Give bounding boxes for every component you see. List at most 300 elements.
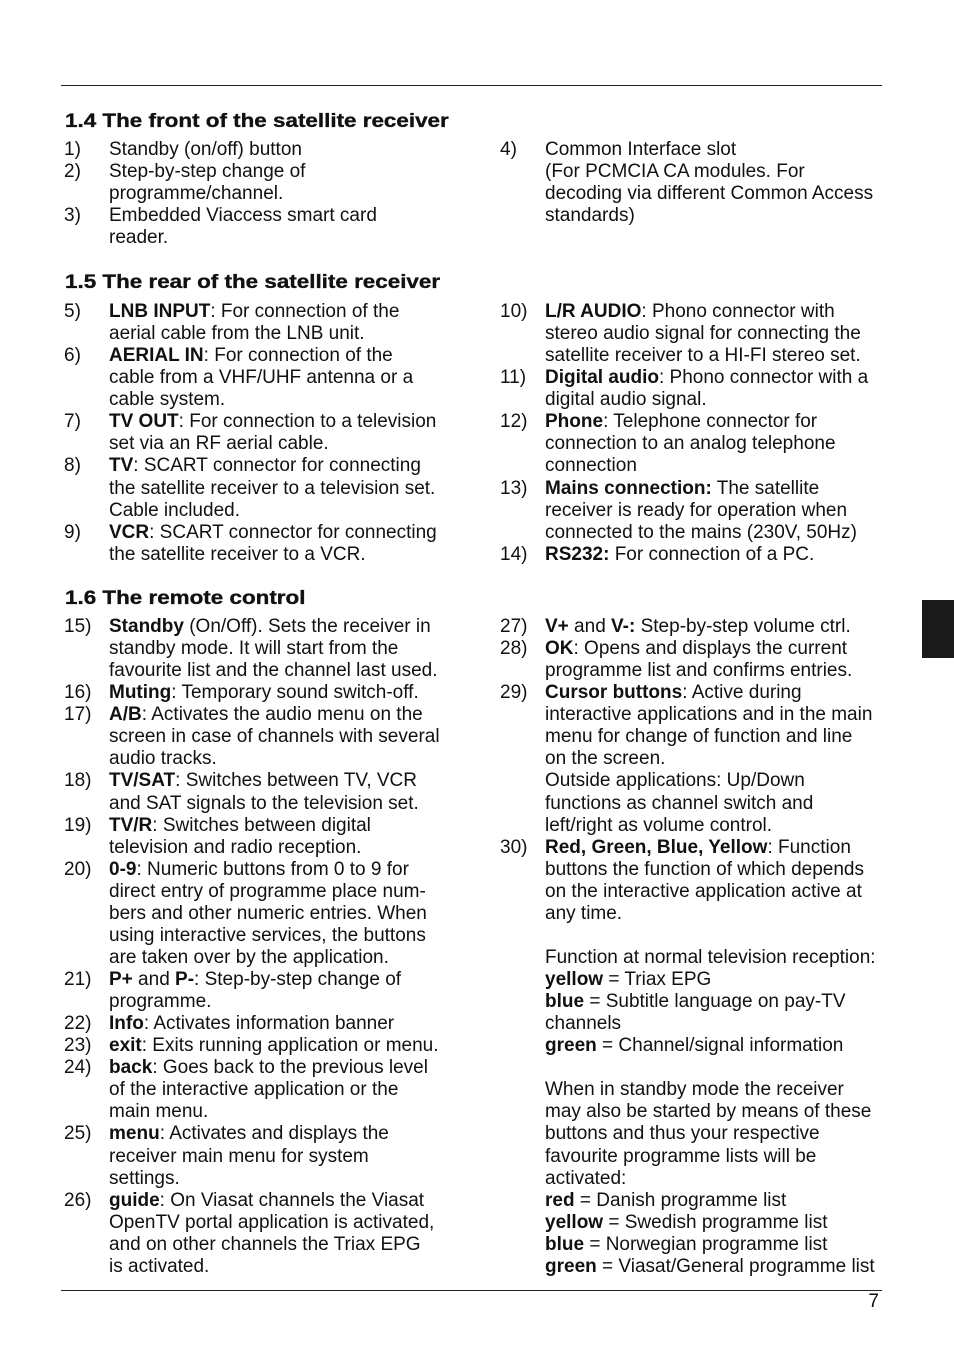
text-run: : Activates and displays the: [159, 1123, 389, 1145]
item-line: [109, 367, 464, 389]
item-number: 5): [64, 301, 81, 322]
text-run: using interactive services, the buttons: [109, 924, 426, 946]
item-text: [545, 478, 900, 544]
list-item: [500, 411, 900, 477]
bold-term: green: [545, 1035, 597, 1057]
item-text: [109, 682, 464, 704]
bold-term: V-:: [611, 616, 636, 637]
text-run: : For connection of the: [203, 345, 393, 367]
item-line: [109, 859, 464, 881]
item-line: [109, 1013, 464, 1035]
item-line: [109, 323, 464, 345]
item-number: 17): [64, 704, 92, 726]
item-line: [545, 345, 900, 367]
item-number: 19): [64, 814, 92, 836]
item-line: [109, 1234, 464, 1256]
item-number: 27): [500, 616, 528, 637]
item-number: 18): [64, 770, 92, 792]
bold-term: guide: [109, 1189, 160, 1211]
text-run: : Numeric buttons from 0 to 9 for: [136, 858, 409, 880]
text-run: settings.: [109, 1167, 180, 1189]
item-text: [109, 616, 464, 682]
text-run: digital audio signal.: [545, 389, 707, 411]
text-run: favourite programme lists will be: [545, 1145, 817, 1167]
item-line: [545, 793, 900, 815]
text-run: the satellite receiver to a VCR.: [109, 543, 366, 565]
list-item: [500, 139, 900, 227]
text-run: stereo audio signal for connecting the: [545, 323, 861, 345]
list-item: [64, 1123, 464, 1189]
item-text: [545, 616, 900, 638]
item-line: [545, 1256, 900, 1278]
item-line: [545, 161, 900, 183]
item-line: [545, 616, 900, 638]
text-run: standby mode. It will start from the: [109, 638, 399, 660]
item-line: [545, 389, 900, 411]
text-run: Cable included.: [109, 499, 240, 521]
item-line: [109, 991, 464, 1013]
text-run: : SCART connector for connecting: [133, 455, 421, 477]
item-text: [545, 638, 900, 682]
text-run: may also be started by means of these: [545, 1101, 872, 1123]
item-list-right: [500, 139, 900, 227]
chapter-tab-marker: [922, 600, 954, 658]
text-run: OpenTV portal application is activated,: [109, 1211, 435, 1233]
item-line: [545, 455, 900, 477]
item-line: [109, 1256, 464, 1278]
bold-term: 0-9: [109, 858, 137, 880]
text-run: : Function: [767, 836, 851, 858]
text-run: buttons the function of which depends: [545, 858, 865, 880]
item-text: [109, 1057, 464, 1123]
bold-term: P+: [109, 969, 133, 990]
item-number: 24): [64, 1057, 92, 1079]
bold-term: OK: [545, 638, 574, 660]
bold-term: red: [545, 1189, 575, 1211]
item-number: 28): [500, 638, 528, 660]
bold-term: Phone: [545, 411, 604, 433]
text-run: Standby (on/off) button: [109, 139, 302, 160]
list-item: [500, 682, 900, 836]
item-line: [545, 903, 900, 925]
text-run: cable from a VHF/UHF antenna or a: [109, 367, 414, 389]
item-text: [109, 770, 464, 814]
text-run: When in standby mode the receiver: [545, 1079, 844, 1101]
text-run: the satellite receiver to a television set.: [109, 477, 436, 499]
blank-line: [545, 925, 900, 947]
bold-term: back: [109, 1057, 153, 1079]
bold-term: V+: [545, 616, 569, 637]
section-heading: 1.5 The rear of the satellite receiver: [65, 272, 441, 293]
item-line: [545, 323, 900, 345]
item-text: [109, 301, 464, 345]
text-run: satellite receiver to a HI-FI stereo set.: [545, 345, 861, 367]
text-run: : Goes back to the previous level: [152, 1057, 428, 1079]
item-line: [545, 815, 900, 837]
bold-term: exit: [109, 1035, 142, 1057]
item-text: [109, 161, 464, 205]
list-item: [64, 616, 464, 682]
item-line: [109, 660, 464, 682]
list-item: [64, 205, 464, 249]
item-line: [545, 500, 900, 522]
text-run: : Active during: [682, 682, 802, 704]
text-run: on the interactive application active at: [545, 880, 862, 902]
item-line: [109, 1101, 464, 1123]
item-text: [545, 367, 900, 411]
bold-term: TV/R: [109, 814, 153, 836]
text-run: : Phono connector with a: [659, 367, 869, 389]
item-number: 15): [64, 616, 92, 637]
item-text: [109, 1190, 464, 1278]
item-line: [109, 616, 464, 638]
list-item: [64, 345, 464, 411]
text-run: left/right as volume control.: [545, 814, 773, 836]
item-line: [545, 1146, 900, 1168]
item-number: 13): [500, 477, 528, 499]
list-item: [500, 616, 900, 638]
item-line: [109, 1035, 464, 1057]
list-item: [64, 1013, 464, 1035]
bold-term: Standby: [109, 616, 184, 637]
item-line: [109, 433, 464, 455]
item-text: [109, 345, 464, 411]
item-line: [545, 859, 900, 881]
item-number: 9): [64, 521, 81, 543]
item-line: [109, 704, 464, 726]
text-run: (For PCMCIA CA modules. For: [545, 161, 805, 183]
bold-term: LNB INPUT: [109, 301, 211, 322]
item-line: [109, 227, 464, 249]
item-line: [545, 544, 900, 566]
item-number: 8): [64, 455, 81, 477]
item-number: 16): [64, 682, 92, 704]
text-run: of the interactive application or the: [109, 1079, 399, 1101]
text-run: reader.: [109, 227, 169, 249]
text-run: and SAT signals to the television set.: [109, 792, 419, 814]
text-run: is activated.: [109, 1255, 210, 1277]
bold-term: P-: [175, 969, 195, 990]
item-number: 12): [500, 411, 528, 433]
item-line: [545, 726, 900, 748]
text-run: = Subtitle language on pay-TV: [584, 991, 846, 1013]
text-run: : Switches between TV, VCR: [175, 770, 417, 792]
text-run: The satellite: [711, 477, 820, 499]
text-run: Embedded Viaccess smart card: [109, 205, 377, 227]
text-run: : For connection to a television: [178, 411, 437, 433]
list-item: [64, 704, 464, 770]
bold-term: AERIAL IN: [109, 345, 204, 367]
text-run: : On Viasat channels the Viasat: [159, 1189, 425, 1211]
text-run: channels: [545, 1013, 622, 1035]
item-line: [545, 682, 900, 704]
text-run: = Swedish programme list: [603, 1211, 828, 1233]
text-run: = Triax EPG: [603, 969, 712, 990]
item-number: 11): [500, 367, 527, 389]
item-line: [109, 682, 464, 704]
item-line: [109, 544, 464, 566]
text-run: : Opens and displays the current: [573, 638, 848, 660]
bold-term: Muting: [109, 682, 172, 704]
text-run: : Step-by-step change of: [194, 969, 402, 990]
item-text: [109, 1123, 464, 1189]
text-run: programme.: [109, 991, 212, 1013]
list-item: [64, 411, 464, 455]
item-line: [109, 925, 464, 947]
text-run: = Danish programme list: [574, 1189, 787, 1211]
text-run: : Telephone connector for: [603, 411, 818, 433]
item-text: [109, 704, 464, 770]
item-number: 26): [64, 1189, 92, 1211]
item-number: 25): [64, 1123, 92, 1145]
item-line: [109, 1123, 464, 1145]
list-item: [64, 815, 464, 859]
item-list-right: [500, 616, 900, 1278]
text-run: set via an RF aerial cable.: [109, 433, 329, 455]
item-number: 10): [500, 301, 528, 322]
list-item: [64, 1190, 464, 1278]
text-run: Step-by-step volume ctrl.: [635, 616, 851, 637]
bold-term: VCR: [109, 521, 150, 543]
text-run: : For connection of the: [210, 301, 400, 322]
text-run: : Activates the audio menu on the: [141, 704, 423, 726]
item-line: [545, 1101, 900, 1123]
item-text: [109, 969, 464, 1013]
bold-term: Red, Green, Blue, Yellow: [545, 836, 768, 858]
item-text: [109, 455, 464, 521]
item-line: [545, 881, 900, 903]
text-run: receiver main menu for system: [109, 1145, 369, 1167]
item-number: 30): [500, 836, 528, 858]
text-run: : Phono connector with: [641, 301, 835, 322]
bold-term: yellow: [545, 1211, 604, 1233]
bold-term: TV OUT: [109, 411, 179, 433]
item-line: [109, 500, 464, 522]
item-text: [545, 544, 900, 566]
text-run: = Viasat/General programme list: [596, 1255, 875, 1277]
item-text: [109, 1013, 464, 1035]
page-number: 7: [868, 1291, 879, 1312]
text-run: aerial cable from the LNB unit.: [109, 323, 365, 345]
item-line: [109, 139, 464, 161]
item-number: 14): [500, 543, 528, 565]
item-line: [109, 903, 464, 925]
item-text: [109, 859, 464, 969]
item-line: [545, 991, 900, 1013]
item-line: [109, 205, 464, 227]
item-list-left: [64, 616, 464, 1278]
item-number: 21): [64, 969, 92, 990]
top-divider: [61, 85, 882, 86]
item-text: [545, 682, 900, 836]
item-text: [109, 815, 464, 859]
list-item: [64, 859, 464, 969]
text-run: cable system.: [109, 389, 226, 411]
list-item: [64, 1057, 464, 1123]
item-text: [545, 837, 900, 1278]
text-run: connection to an analog telephone: [545, 433, 836, 455]
text-run: (On/Off). Sets the receiver in: [183, 616, 431, 637]
text-run: connected to the mains (230V, 50Hz): [545, 521, 857, 543]
item-line: [545, 433, 900, 455]
item-line: [109, 837, 464, 859]
list-item: [500, 544, 900, 566]
list-item: [500, 478, 900, 544]
list-item: [64, 455, 464, 521]
item-line: [109, 726, 464, 748]
item-number: 20): [64, 858, 92, 880]
list-item: [64, 770, 464, 814]
item-line: [109, 183, 464, 205]
item-line: [109, 1168, 464, 1190]
bold-term: TV: [109, 455, 134, 477]
text-run: connection: [545, 455, 637, 477]
item-line: [545, 837, 900, 859]
item-line: [545, 969, 900, 991]
item-line: [109, 455, 464, 477]
item-number: 23): [64, 1035, 92, 1057]
item-number: 22): [64, 1013, 92, 1035]
list-item: [500, 837, 900, 1278]
item-line: [545, 1212, 900, 1234]
text-run: activated:: [545, 1167, 627, 1189]
list-item: [64, 1035, 464, 1057]
item-line: [109, 522, 464, 544]
bold-term: L/R AUDIO: [545, 301, 642, 322]
item-line: [109, 748, 464, 770]
text-run: menu for change of function and line: [545, 726, 853, 748]
list-item: [64, 969, 464, 1013]
item-line: [545, 522, 900, 544]
item-line: [109, 1146, 464, 1168]
text-run: and: [568, 616, 612, 637]
item-line: [545, 411, 900, 433]
list-item: [500, 367, 900, 411]
item-line: [545, 367, 900, 389]
item-line: [545, 1035, 900, 1057]
text-run: programme list and confirms entries.: [545, 660, 853, 682]
item-list-right: [500, 301, 900, 566]
bold-term: A/B: [109, 704, 142, 726]
item-list-left: [64, 139, 464, 249]
text-run: standards): [545, 205, 635, 227]
item-line: [109, 793, 464, 815]
text-run: For connection of a PC.: [609, 543, 815, 565]
item-line: [545, 1168, 900, 1190]
bold-term: RS232:: [545, 543, 610, 565]
item-number: 3): [64, 205, 81, 227]
item-line: [109, 161, 464, 183]
item-text: [545, 301, 900, 367]
item-line: [545, 1234, 900, 1256]
text-run: Step-by-step change of: [109, 161, 306, 183]
text-run: Outside applications: Up/Down: [545, 770, 805, 792]
item-line: [109, 947, 464, 969]
item-line: [109, 1079, 464, 1101]
text-run: direct entry of programme place num-: [109, 880, 426, 902]
bold-term: blue: [545, 991, 585, 1013]
item-number: 29): [500, 682, 528, 704]
item-line: [545, 1013, 900, 1035]
bold-term: TV/SAT: [109, 770, 176, 792]
text-run: and: [132, 969, 176, 990]
list-item: [64, 161, 464, 205]
item-line: [109, 389, 464, 411]
text-run: on the screen.: [545, 748, 666, 770]
bold-term: Mains connection:: [545, 477, 712, 499]
bold-term: green: [545, 1255, 597, 1277]
text-run: = Channel/signal information: [596, 1035, 844, 1057]
item-list-left: [64, 301, 464, 566]
text-run: decoding via different Common Access: [545, 183, 874, 205]
item-line: [109, 815, 464, 837]
bold-term: Digital audio: [545, 367, 659, 389]
text-run: : Exits running application or menu.: [141, 1035, 439, 1057]
text-run: buttons and thus your respective: [545, 1123, 820, 1145]
item-line: [545, 1190, 900, 1212]
text-run: any time.: [545, 902, 623, 924]
list-item: [500, 301, 900, 367]
list-item: [64, 139, 464, 161]
item-line: [109, 301, 464, 323]
item-text: [109, 411, 464, 455]
text-run: Common Interface slot: [545, 139, 737, 160]
item-line: [109, 478, 464, 500]
text-run: : Temporary sound switch-off.: [171, 682, 419, 704]
text-run: television and radio reception.: [109, 836, 362, 858]
item-line: [545, 478, 900, 500]
item-line: [545, 748, 900, 770]
list-item: [64, 522, 464, 566]
bold-term: blue: [545, 1233, 585, 1255]
section-heading: 1.6 The remote control: [65, 588, 306, 609]
item-line: [545, 205, 900, 227]
item-line: [545, 183, 900, 205]
item-number: 1): [64, 139, 81, 160]
item-text: [109, 139, 464, 161]
item-line: [109, 1212, 464, 1234]
text-run: receiver is ready for operation when: [545, 499, 848, 521]
item-text: [109, 1035, 464, 1057]
text-run: programme/channel.: [109, 183, 284, 205]
item-number: 4): [500, 139, 517, 160]
item-line: [545, 139, 900, 161]
text-run: : SCART connector for connecting: [149, 521, 437, 543]
bold-term: Info: [109, 1013, 144, 1035]
list-item: [64, 682, 464, 704]
item-number: 7): [64, 411, 81, 433]
item-number: 2): [64, 161, 81, 183]
text-run: are taken over by the application.: [109, 946, 389, 968]
text-run: and on other channels the Triax EPG: [109, 1233, 421, 1255]
text-run: = Norwegian programme list: [584, 1233, 828, 1255]
bold-term: Cursor buttons: [545, 682, 683, 704]
list-item: [500, 638, 900, 682]
bold-term: menu: [109, 1123, 160, 1145]
text-run: main menu.: [109, 1101, 209, 1123]
blank-line: [545, 1057, 900, 1079]
text-run: functions as channel switch and: [545, 792, 814, 814]
item-line: [109, 1057, 464, 1079]
section-heading: 1.4 The front of the satellite receiver: [65, 111, 449, 132]
item-line: [109, 638, 464, 660]
item-text: [545, 139, 900, 227]
item-line: [545, 301, 900, 323]
text-run: interactive applications and in the main: [545, 704, 873, 726]
item-line: [109, 969, 464, 991]
bold-term: yellow: [545, 969, 604, 990]
list-item: [64, 301, 464, 345]
